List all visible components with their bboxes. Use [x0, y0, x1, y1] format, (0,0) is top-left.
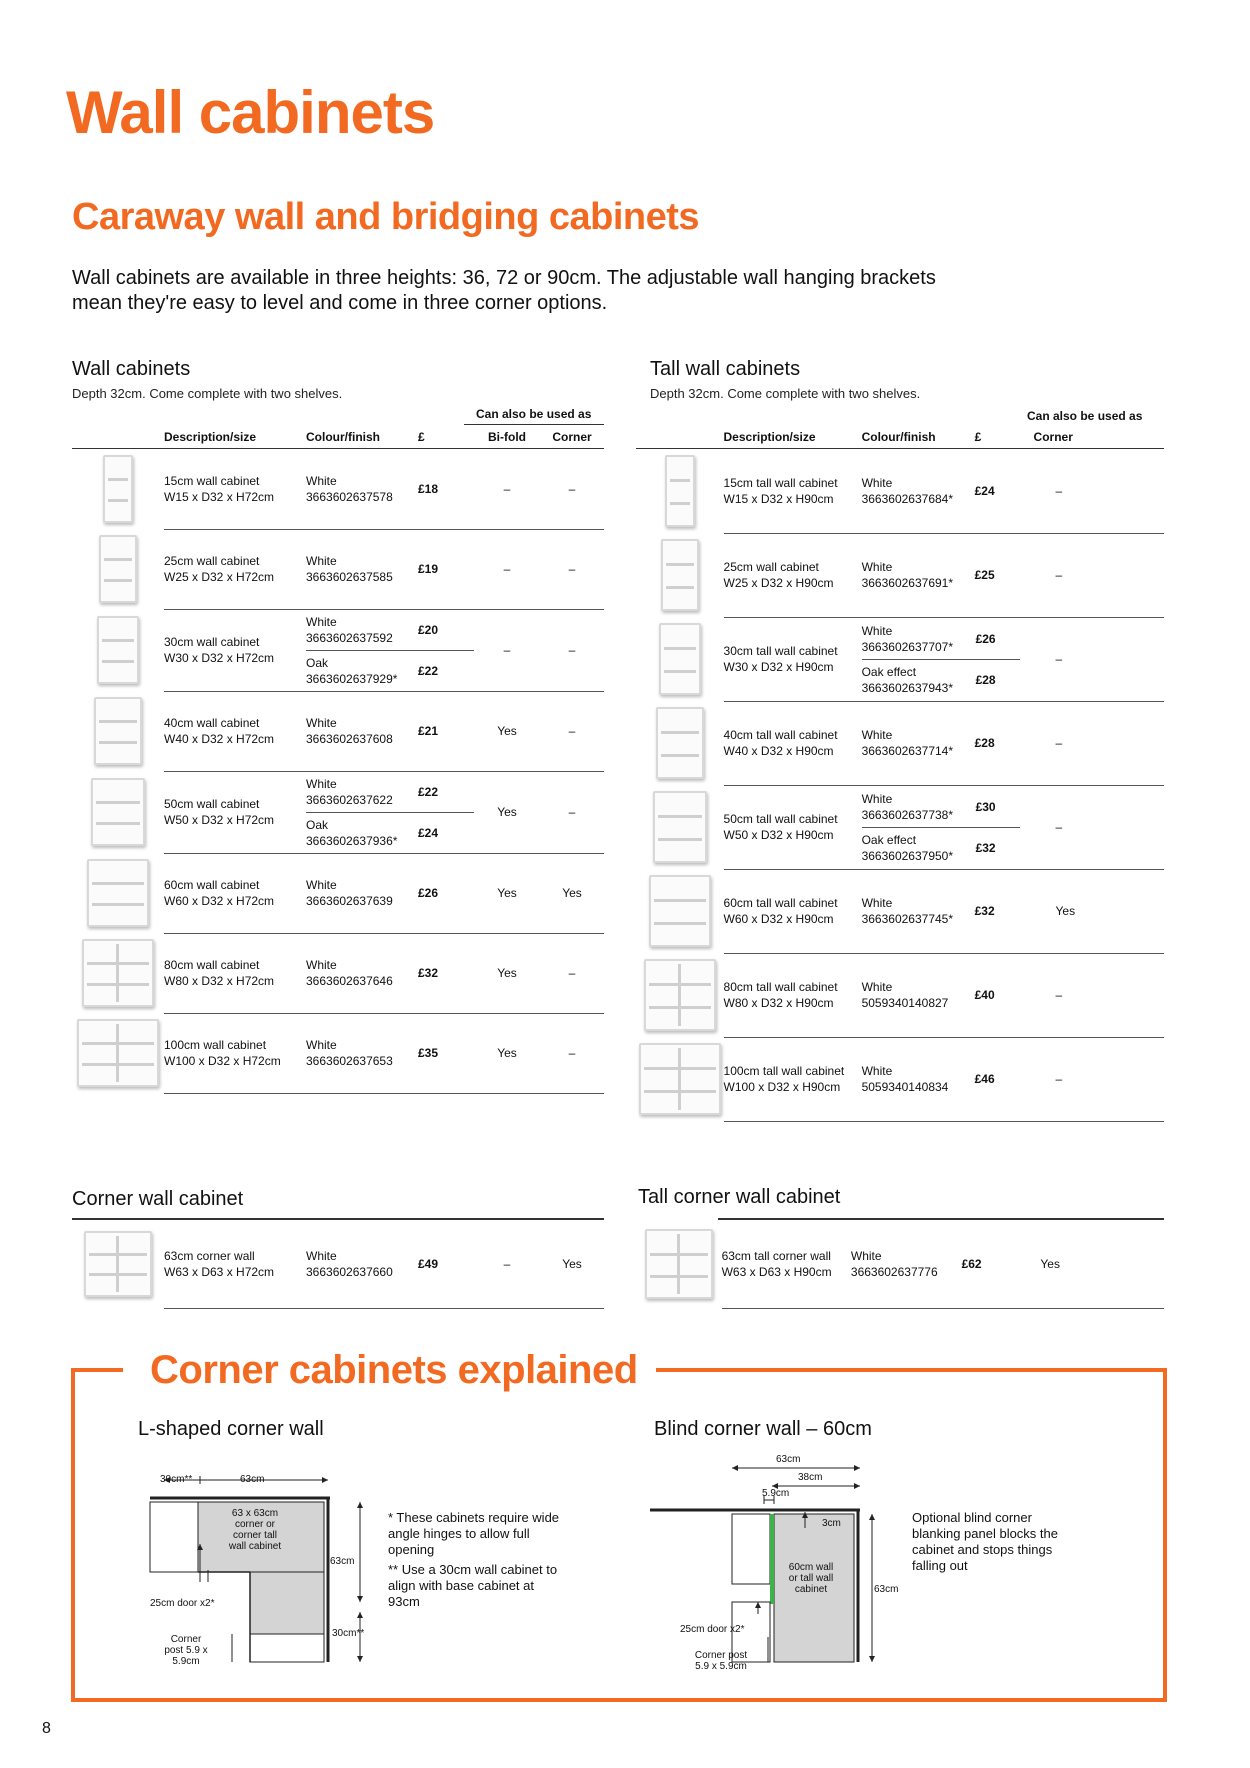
item-code: 3663602637943*	[861, 680, 954, 695]
col-corner: Corner	[1020, 426, 1164, 449]
bifold-cell: Yes	[474, 853, 540, 933]
colour-cell	[306, 529, 418, 609]
image-col-header	[636, 426, 724, 449]
item-size: W50 x D32 x H72cm	[164, 813, 275, 827]
item-size: W30 x D32 x H90cm	[723, 660, 834, 674]
dim-63-side: 63cm	[330, 1556, 355, 1567]
price-cell: £19	[418, 529, 474, 609]
table-row	[72, 609, 604, 691]
wall-cabinets-heading: Wall cabinets	[72, 358, 191, 380]
colour-cell	[862, 953, 975, 1037]
corner-cell: –	[540, 933, 604, 1013]
item-colour: White	[306, 614, 337, 629]
item-colour: White	[306, 1038, 337, 1052]
price-cell: £21	[418, 691, 474, 771]
price-cell: £28	[975, 701, 1020, 785]
dim-30-side: 30cm**	[332, 1628, 365, 1639]
table-row	[636, 701, 1164, 785]
colour-cell	[851, 1220, 962, 1308]
table-row	[636, 617, 1164, 701]
price-cell: £49	[418, 1220, 474, 1308]
finishes-cell	[862, 785, 1020, 869]
blind-dim-38: 38cm	[798, 1472, 823, 1483]
cabinet-image	[72, 1013, 164, 1093]
item-size: W30 x D32 x H72cm	[164, 651, 275, 665]
table-row	[636, 869, 1164, 953]
item-colour: White	[861, 728, 893, 742]
item-code: 3663602637622	[306, 792, 393, 807]
tall-wall-cabinets-note: Depth 32cm. Come complete with two shelves.	[650, 386, 921, 401]
table-row	[72, 529, 604, 609]
item-colour: White	[861, 980, 893, 994]
item-code: 3663602637691*	[861, 576, 954, 590]
price-cell: £32	[418, 933, 474, 1013]
item-name: 63cm corner wall	[164, 1248, 255, 1263]
item-colour: White	[306, 473, 337, 488]
description-cell	[724, 869, 862, 953]
cabinet-image	[636, 701, 724, 785]
blind-cabinet-label: 60cm wall or tall wall cabinet	[788, 1562, 834, 1595]
table-row	[72, 933, 604, 1013]
item-colour: White	[861, 623, 893, 638]
item-code: 3663602637653	[306, 1054, 393, 1068]
item-size: W40 x D32 x H90cm	[723, 744, 834, 758]
finishes-cell	[306, 771, 474, 853]
item-size: W100 x D32 x H72cm	[164, 1054, 281, 1068]
blind-door-label: 25cm door x2*	[680, 1624, 745, 1635]
colour-cell	[862, 449, 975, 534]
item-name: 100cm tall wall cabinet	[723, 1064, 845, 1078]
finish-option	[306, 813, 474, 853]
cabinet-image	[72, 933, 164, 1013]
tall-wall-cabinets-table	[636, 426, 1164, 1122]
item-name: 100cm wall cabinet	[164, 1038, 267, 1052]
corner-cell: –	[1020, 1037, 1164, 1121]
item-size: W60 x D32 x H90cm	[723, 912, 834, 926]
table-row	[72, 1013, 604, 1093]
item-size: W15 x D32 x H90cm	[723, 491, 834, 506]
colour-cell	[306, 933, 418, 1013]
item-code: 3663602637684*	[861, 491, 954, 506]
price-cell: £20	[418, 622, 439, 637]
item-name: 80cm wall cabinet	[164, 958, 260, 972]
corner-cell: –	[540, 449, 604, 530]
item-code: 3663602637646	[306, 974, 393, 988]
item-colour: White	[306, 878, 337, 892]
colour-cell	[306, 1013, 418, 1093]
price-cell: £28	[975, 672, 996, 687]
item-colour: White	[306, 776, 337, 791]
item-name: 63cm tall corner wall	[721, 1248, 831, 1263]
blind-dim-63-side: 63cm	[874, 1584, 899, 1595]
item-size: W40 x D32 x H72cm	[164, 732, 275, 746]
item-colour: White	[861, 560, 893, 574]
dim-63-top: 63cm	[240, 1474, 265, 1485]
item-size: W50 x D32 x H90cm	[723, 828, 834, 842]
description-cell	[724, 1037, 862, 1121]
bifold-cell: Yes	[474, 691, 540, 771]
item-name: 25cm wall cabinet	[723, 560, 819, 574]
description-cell	[164, 771, 306, 853]
cabinet-image	[636, 617, 724, 701]
item-name: 60cm wall cabinet	[164, 878, 260, 892]
item-name: 60cm tall wall cabinet	[723, 896, 838, 910]
bifold-cell: Yes	[474, 771, 540, 853]
item-code: 3663602637950*	[861, 848, 954, 863]
wall-cabinets-note: Depth 32cm. Come complete with two shelves.	[72, 386, 343, 401]
dim-30: 30cm**	[160, 1474, 193, 1485]
corner-cell: –	[1020, 953, 1164, 1037]
page-number: 8	[42, 1720, 51, 1737]
item-size: W80 x D32 x H90cm	[723, 996, 834, 1010]
item-code: 3663602637714*	[861, 744, 954, 758]
corner-cell: –	[540, 1013, 604, 1093]
box-top-right	[656, 1368, 1163, 1372]
cabinet-image	[72, 771, 164, 853]
colour-cell	[862, 869, 975, 953]
box-top-left	[71, 1368, 123, 1372]
corner-cell: –	[540, 529, 604, 609]
wall-use-as-header: Can also be used as	[476, 407, 592, 421]
price-cell: £46	[975, 1037, 1020, 1121]
item-size: W25 x D32 x H90cm	[723, 576, 834, 590]
cabinet-image	[72, 609, 164, 691]
description-cell	[164, 1013, 306, 1093]
description-cell	[724, 785, 862, 869]
corner-wall-table	[72, 1220, 604, 1309]
col-colour: Colour/finish	[306, 426, 418, 449]
finish-option	[306, 651, 474, 691]
l-shaped-heading: L-shaped corner wall	[138, 1418, 324, 1440]
corner-cell: Yes	[540, 853, 604, 933]
blind-dim-3: 3cm	[822, 1518, 841, 1529]
item-size: W25 x D32 x H72cm	[164, 570, 275, 584]
item-code: 3663602637738*	[861, 807, 954, 822]
price-cell: £40	[975, 953, 1020, 1037]
price-cell: £32	[975, 840, 996, 855]
table-row	[636, 785, 1164, 869]
description-cell	[724, 617, 862, 701]
description-cell	[722, 1220, 851, 1308]
col-price: £	[975, 426, 1020, 449]
wall-cabinets-table	[72, 426, 604, 1094]
price-cell: £32	[975, 869, 1020, 953]
cabinet-image	[72, 529, 164, 609]
description-cell	[164, 529, 306, 609]
description-cell	[724, 449, 862, 534]
item-colour: White	[861, 791, 893, 806]
tall-use-as-header: Can also be used as	[1027, 409, 1143, 423]
colour-cell	[862, 701, 975, 785]
price-cell: £26	[975, 631, 996, 646]
table-row	[72, 1220, 604, 1308]
l-cabinet-label: 63 x 63cm corner or corner tall wall cabinet	[228, 1508, 282, 1552]
description-cell	[164, 691, 306, 771]
intro-text: Wall cabinets are available in three heights: 36, 72 or 90cm. The adjustable wall hanging brackets mean they're easy to level and come in three corner options.	[72, 267, 936, 314]
cabinet-image	[636, 869, 724, 953]
item-size: W60 x D32 x H72cm	[164, 894, 275, 908]
image-col-header	[72, 426, 164, 449]
corner-cell: –	[1020, 701, 1164, 785]
corner-explained-title: Corner cabinets explained	[138, 1348, 650, 1393]
item-colour: White	[861, 475, 893, 490]
item-colour: White	[861, 896, 893, 910]
item-colour: White	[861, 1064, 893, 1078]
blind-post-label: Corner post 5.9 x 5.9cm	[694, 1650, 748, 1672]
item-colour: Oak	[306, 655, 329, 670]
colour-cell	[306, 853, 418, 933]
description-cell	[164, 1220, 306, 1308]
l-note-2: ** Use a 30cm wall cabinet to align with base cabinet at 93cm	[388, 1562, 558, 1609]
cabinet-image	[72, 853, 164, 933]
item-colour: White	[306, 958, 337, 972]
colour-cell	[306, 691, 418, 771]
description-cell	[724, 953, 862, 1037]
finish-option	[862, 660, 1020, 700]
blind-note: Optional blind corner blanking panel blocks the cabinet and stops things falling out	[912, 1510, 1058, 1573]
item-colour: White	[850, 1248, 882, 1263]
cabinet-image	[72, 691, 164, 771]
corner-cell: –	[1020, 533, 1164, 617]
colour-cell	[862, 1037, 975, 1121]
table-row	[636, 1220, 1164, 1308]
item-colour: White	[306, 1248, 337, 1263]
cabinet-image	[636, 785, 724, 869]
corner-cell: –	[1020, 785, 1164, 869]
item-name: 50cm tall wall cabinet	[723, 812, 838, 826]
tall-corner-cabinet-image	[636, 1220, 722, 1308]
item-code: 3663602637639	[306, 894, 393, 908]
blind-corner-heading: Blind corner wall – 60cm	[654, 1418, 872, 1440]
item-name: 40cm tall wall cabinet	[723, 728, 838, 742]
item-colour: Oak	[306, 817, 329, 832]
blind-dim-63-top: 63cm	[776, 1454, 801, 1465]
item-name: 80cm tall wall cabinet	[723, 980, 838, 994]
table-row	[72, 691, 604, 771]
item-code: 3663602637707*	[861, 639, 954, 654]
corner-cell: –	[1020, 617, 1164, 701]
l-door-label: 25cm door x2*	[150, 1598, 215, 1609]
item-colour: Oak effect	[861, 832, 917, 847]
table-row	[636, 533, 1164, 617]
table-row	[636, 1037, 1164, 1121]
item-name: 15cm wall cabinet	[164, 473, 260, 488]
description-cell	[164, 853, 306, 933]
item-name: 15cm tall wall cabinet	[723, 475, 838, 490]
corner-cell: Yes	[1020, 869, 1164, 953]
cabinet-image	[636, 1037, 724, 1121]
price-cell: £24	[418, 825, 439, 840]
table-row	[636, 449, 1164, 534]
item-colour: White	[306, 554, 337, 568]
price-cell: £35	[418, 1013, 474, 1093]
table-row	[72, 449, 604, 530]
finishes-cell	[306, 609, 474, 691]
cabinet-image	[636, 953, 724, 1037]
table-row	[72, 853, 604, 933]
l-note-1: * These cabinets require wide angle hinges to allow full opening	[388, 1510, 560, 1557]
corner-cell: –	[1020, 449, 1164, 534]
corner-cell: –	[540, 691, 604, 771]
bifold-cell: –	[474, 609, 540, 691]
bifold-cell: –	[474, 1220, 540, 1308]
item-code: 3663602637929*	[306, 671, 398, 686]
col-colour: Colour/finish	[862, 426, 975, 449]
price-cell: £22	[418, 663, 439, 678]
finish-option	[862, 619, 1020, 660]
tall-corner-wall-table	[636, 1220, 1164, 1309]
price-cell: £25	[975, 533, 1020, 617]
col-bifold: Bi-fold	[474, 426, 540, 449]
tall-corner-wall-cabinet-heading: Tall corner wall cabinet	[638, 1186, 841, 1208]
finishes-cell	[862, 617, 1020, 701]
description-cell	[724, 533, 862, 617]
item-code: 3663602637745*	[861, 912, 954, 926]
cabinet-image	[636, 533, 724, 617]
description-cell	[164, 609, 306, 691]
item-code: 3663602637592	[306, 630, 393, 645]
finish-option	[862, 787, 1020, 828]
corner-cell: Yes	[540, 1220, 604, 1308]
blind-dim-59: 5.9cm	[762, 1488, 790, 1499]
item-code: 5059340140834	[861, 1080, 949, 1094]
finish-option	[306, 610, 474, 651]
item-colour: White	[306, 716, 337, 730]
price-cell: £62	[962, 1220, 1005, 1308]
l-post-label: Corner post 5.9 x 5.9cm	[164, 1634, 208, 1667]
price-cell: £24	[975, 449, 1020, 534]
item-code: 3663602637608	[306, 732, 393, 746]
colour-cell	[306, 449, 418, 530]
price-cell: £26	[418, 853, 474, 933]
finish-option	[862, 828, 1020, 868]
item-colour: Oak effect	[861, 664, 917, 679]
description-cell	[724, 701, 862, 785]
corner-cell: –	[540, 771, 604, 853]
item-name: 30cm tall wall cabinet	[723, 644, 838, 658]
item-name: 40cm wall cabinet	[164, 716, 260, 730]
price-cell: £30	[975, 799, 996, 814]
bifold-cell: Yes	[474, 1013, 540, 1093]
corner-cabinet-image	[72, 1220, 164, 1308]
table-row	[636, 953, 1164, 1037]
use-as-rule	[464, 424, 604, 425]
corner-cell: Yes	[1004, 1220, 1164, 1308]
description-cell	[164, 933, 306, 1013]
table-row	[72, 771, 604, 853]
bifold-cell: Yes	[474, 933, 540, 1013]
page-subtitle: Caraway wall and bridging cabinets	[72, 196, 700, 238]
finish-option	[306, 772, 474, 813]
col-description: Description/size	[724, 426, 862, 449]
item-size: W100 x D32 x H90cm	[723, 1080, 841, 1094]
description-cell	[164, 449, 306, 530]
price-cell: £22	[418, 784, 439, 799]
page-title: Wall cabinets	[66, 79, 435, 146]
blind-corner-diagram	[650, 1452, 890, 1677]
item-name: 30cm wall cabinet	[164, 635, 260, 649]
cabinet-image	[72, 449, 164, 530]
colour-cell	[306, 1220, 418, 1308]
item-code: 3663602637585	[306, 570, 393, 584]
item-code: 3663602637578	[306, 489, 393, 504]
colour-cell	[862, 533, 975, 617]
item-code: 5059340140827	[861, 996, 949, 1010]
col-price: £	[418, 426, 474, 449]
cabinet-image	[636, 449, 724, 534]
bifold-cell: –	[474, 449, 540, 530]
bifold-cell: –	[474, 529, 540, 609]
corner-wall-cabinet-heading: Corner wall cabinet	[72, 1188, 244, 1210]
item-code: 3663602637936*	[306, 833, 398, 848]
tall-wall-cabinets-heading: Tall wall cabinets	[650, 358, 801, 380]
col-description: Description/size	[164, 426, 306, 449]
corner-cell: –	[540, 609, 604, 691]
item-size: W63 x D63 x H90cm	[721, 1264, 832, 1279]
item-size: W80 x D32 x H72cm	[164, 974, 275, 988]
item-name: 25cm wall cabinet	[164, 554, 260, 568]
item-code: 3663602637660	[306, 1264, 393, 1279]
item-size: W63 x D63 x H72cm	[164, 1264, 275, 1279]
item-code: 3663602637776	[850, 1264, 938, 1279]
price-cell: £18	[418, 449, 474, 530]
item-name: 50cm wall cabinet	[164, 797, 260, 811]
item-size: W15 x D32 x H72cm	[164, 489, 275, 504]
col-corner: Corner	[540, 426, 604, 449]
